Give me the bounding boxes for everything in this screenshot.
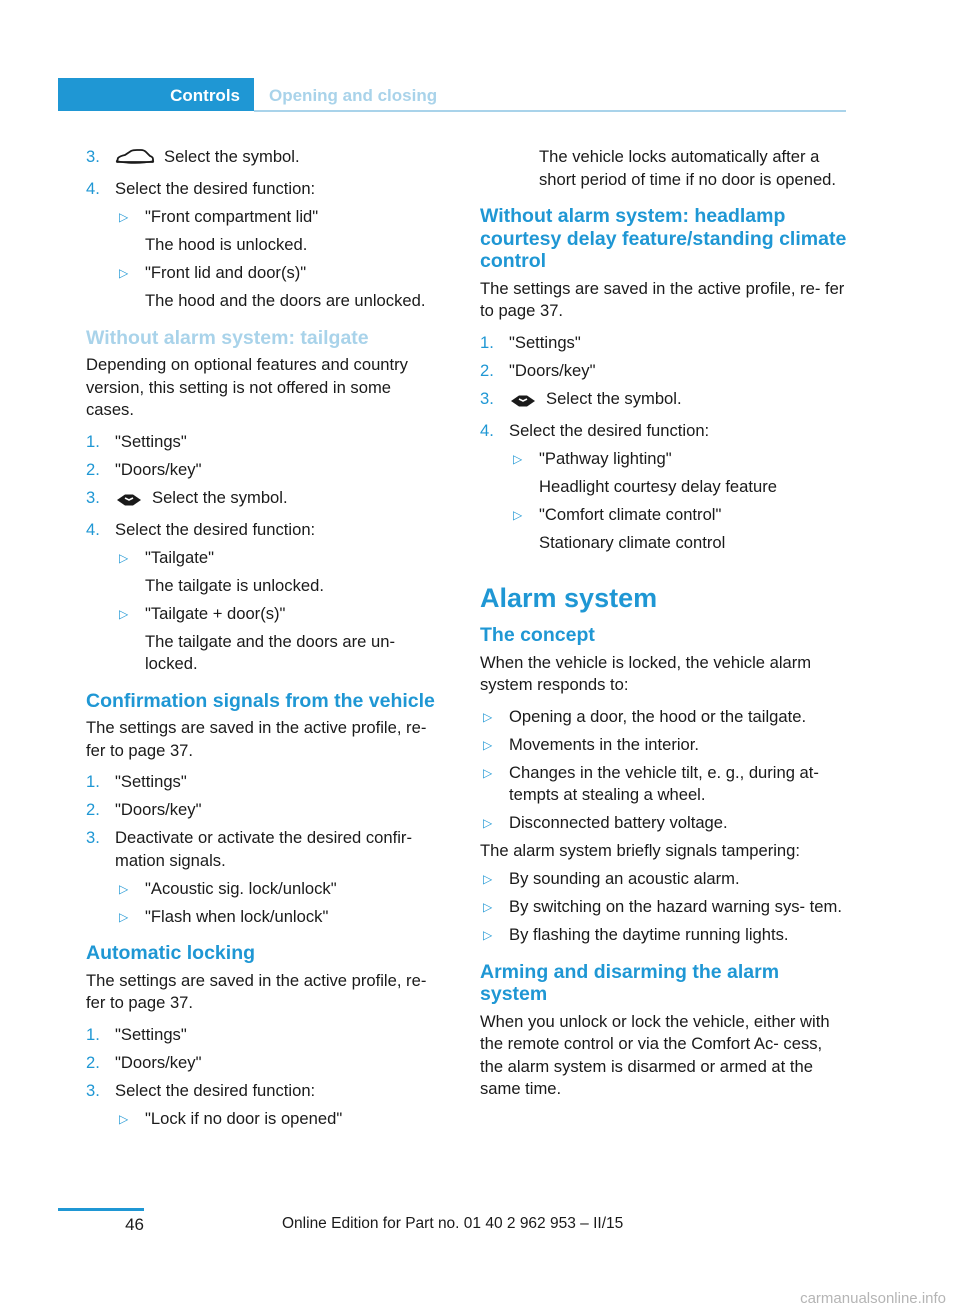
bullet-icon: ▷ (483, 816, 493, 830)
bullet-text: Disconnected battery voltage. (509, 813, 728, 832)
bullet-icon: ▷ (119, 881, 129, 896)
option-text: "Front lid and door(s)" (145, 263, 307, 282)
step-text: Select the desired function: (115, 519, 316, 539)
list-item (86, 1052, 442, 1075)
page-header (58, 78, 846, 112)
step-text: "Doors/key" (115, 800, 202, 819)
option-description: The tailgate and the doors are un‐ locked. (145, 631, 395, 673)
section-heading: Arming and disarming the alarm system (480, 960, 780, 1005)
step-number: 4. (86, 179, 100, 198)
list-item (86, 771, 442, 794)
bullet-icon: ▷ (119, 909, 129, 924)
bullet-icon: ▷ (119, 606, 129, 621)
step-number: 4. (86, 519, 100, 539)
paragraph: The settings are saved in the active profile, re‐ fer to page 37. (86, 970, 427, 1012)
bullet-icon: ▷ (513, 507, 523, 522)
bullet-item (86, 1108, 442, 1131)
section-heading: Automatic locking (86, 942, 256, 964)
bullet-icon: ▷ (119, 1111, 129, 1126)
list-item (86, 431, 442, 454)
paragraph: The settings are saved in the active profile, re‐ fer to page 37. (86, 718, 427, 760)
step-text: Deactivate or activate the desired confir‐ mation signals. (115, 828, 412, 870)
list-item (480, 360, 848, 383)
option-description: The hood and the doors are unlocked. (145, 291, 426, 310)
list-item (86, 178, 442, 201)
list-item (86, 519, 442, 542)
step-text: Select the desired function: (509, 420, 710, 440)
step-text: "Doors/key" (509, 360, 596, 380)
section-heading: Without alarm system: headlamp courtesy delay feature/standing climate control (480, 205, 847, 272)
paragraph: When the vehicle is locked, the vehicle alarm system responds to: (480, 652, 812, 694)
footer-rule (58, 1208, 144, 1211)
section-heading: Without alarm system: tailgate (86, 326, 369, 349)
chevron-symbol-icon (115, 491, 143, 514)
bullet-text: Opening a door, the hood or the tailgate. (509, 706, 807, 726)
option-text: "Lock if no door is opened" (145, 1108, 343, 1128)
list-item (480, 332, 848, 355)
bullet-icon: ▷ (483, 737, 493, 752)
option-text: "Front compartment lid" (145, 207, 319, 226)
bullet-text: Changes in the vehicle tilt, e. g., during at‐ tempts at stealing a wheel. (509, 762, 819, 804)
bullet-item (480, 706, 848, 729)
section-title: Opening and closing (269, 86, 438, 105)
option-text: "Comfort climate control" (539, 504, 722, 524)
step-text: Select the desired function: (115, 179, 316, 198)
list-item (480, 388, 848, 415)
paragraph: When you unlock or lock the vehicle, either with the remote control or via the Comfort Ac‐ cess, the alarm system is disarmed or armed at the same time. (480, 1011, 830, 1098)
step-text: "Settings" (115, 772, 187, 791)
paragraph: The settings are saved in the active profile, re‐ fer to page 37. (480, 278, 845, 320)
option-description: The vehicle locks automatically after a short period of time if no door is opened. (539, 147, 837, 189)
right-column (480, 146, 848, 1110)
list-item (480, 420, 848, 443)
bullet-icon: ▷ (483, 872, 493, 886)
list-item (86, 1024, 442, 1047)
bullet-item (480, 504, 848, 527)
paragraph: Depending on optional features and country version, this setting is not offered in some cases. (86, 355, 408, 419)
step-text: Select the symbol. (546, 388, 682, 408)
bullet-icon: ▷ (483, 709, 493, 724)
step-text: Select the symbol. (152, 487, 288, 507)
step-number: 3. (86, 828, 100, 847)
chapter-heading: Alarm system (480, 583, 658, 613)
paragraph: The alarm system briefly signals tampering: (480, 841, 801, 860)
list-item (86, 1080, 442, 1103)
step-text: "Doors/key" (115, 459, 202, 479)
bullet-text: By flashing the daytime running lights. (509, 925, 789, 944)
left-column (86, 146, 442, 1136)
bullet-item (480, 812, 848, 835)
step-number: 1. (86, 431, 100, 451)
option-description: Headlight courtesy delay feature (539, 476, 777, 496)
option-text: "Pathway lighting" (539, 448, 672, 468)
chapter-tab: Controls (58, 78, 254, 111)
option-text: "Tailgate" (145, 547, 214, 567)
step-text: "Settings" (115, 1024, 187, 1044)
bullet-text: By switching on the hazard warning sys‐ tem. (509, 897, 842, 916)
list-item (86, 459, 442, 482)
bullet-item (86, 262, 442, 285)
edition-note: Online Edition for Part no. 01 40 2 962 953 – II/15 (282, 1215, 624, 1232)
bullet-icon: ▷ (513, 451, 523, 466)
step-number: 4. (480, 420, 494, 440)
list-item (86, 799, 442, 822)
option-description: The tailgate is unlocked. (145, 575, 324, 595)
list-item (86, 487, 442, 514)
option-text: "Acoustic sig. lock/unlock" (145, 878, 337, 898)
bullet-item (480, 868, 848, 891)
car-front-icon (115, 148, 155, 173)
list-item (86, 827, 442, 872)
step-number: 3. (480, 388, 494, 408)
step-number: 2. (480, 360, 494, 380)
step-number: 2. (86, 1052, 100, 1072)
bullet-icon: ▷ (483, 900, 493, 914)
bullet-icon: ▷ (119, 266, 129, 280)
bullet-icon: ▷ (119, 550, 129, 565)
bullet-item (480, 924, 848, 947)
option-text: "Flash when lock/unlock" (145, 906, 329, 926)
page-number: 46 (125, 1215, 144, 1234)
option-description: Stationary climate control (539, 532, 726, 552)
step-text: Select the desired function: (115, 1080, 316, 1100)
section-heading: Confirmation signals from the vehicle (86, 689, 435, 712)
bullet-item (86, 206, 442, 229)
bullet-text: By sounding an acoustic alarm. (509, 869, 740, 888)
chevron-symbol-icon (509, 392, 537, 415)
watermark: carmanualsonline.info (800, 1290, 946, 1307)
section-heading: The concept (480, 624, 595, 646)
step-number: 1. (86, 1024, 100, 1044)
list-item (86, 146, 442, 173)
bullet-text: Movements in the interior. (509, 734, 699, 754)
step-number: 3. (86, 1080, 100, 1100)
step-number: 3. (86, 147, 100, 166)
bullet-item (86, 603, 442, 626)
bullet-item (86, 878, 442, 901)
bullet-item (480, 762, 848, 807)
step-number: 1. (480, 332, 494, 352)
bullet-item (480, 896, 848, 919)
bullet-item (480, 734, 848, 757)
bullet-item (86, 547, 442, 570)
step-text: "Settings" (115, 431, 187, 451)
bullet-item (480, 448, 848, 471)
bullet-icon: ▷ (483, 928, 493, 942)
bullet-item (86, 906, 442, 929)
step-number: 2. (86, 800, 100, 819)
step-number: 1. (86, 772, 100, 791)
header-rule (254, 110, 846, 112)
option-text: "Tailgate + door(s)" (145, 603, 286, 623)
step-text: Select the symbol. (164, 147, 300, 166)
bullet-icon: ▷ (483, 765, 493, 780)
bullet-icon: ▷ (119, 210, 129, 224)
option-description: The hood is unlocked. (145, 235, 308, 254)
step-number: 2. (86, 459, 100, 479)
step-number: 3. (86, 487, 100, 507)
step-text: "Doors/key" (115, 1052, 202, 1072)
step-text: "Settings" (509, 332, 581, 352)
